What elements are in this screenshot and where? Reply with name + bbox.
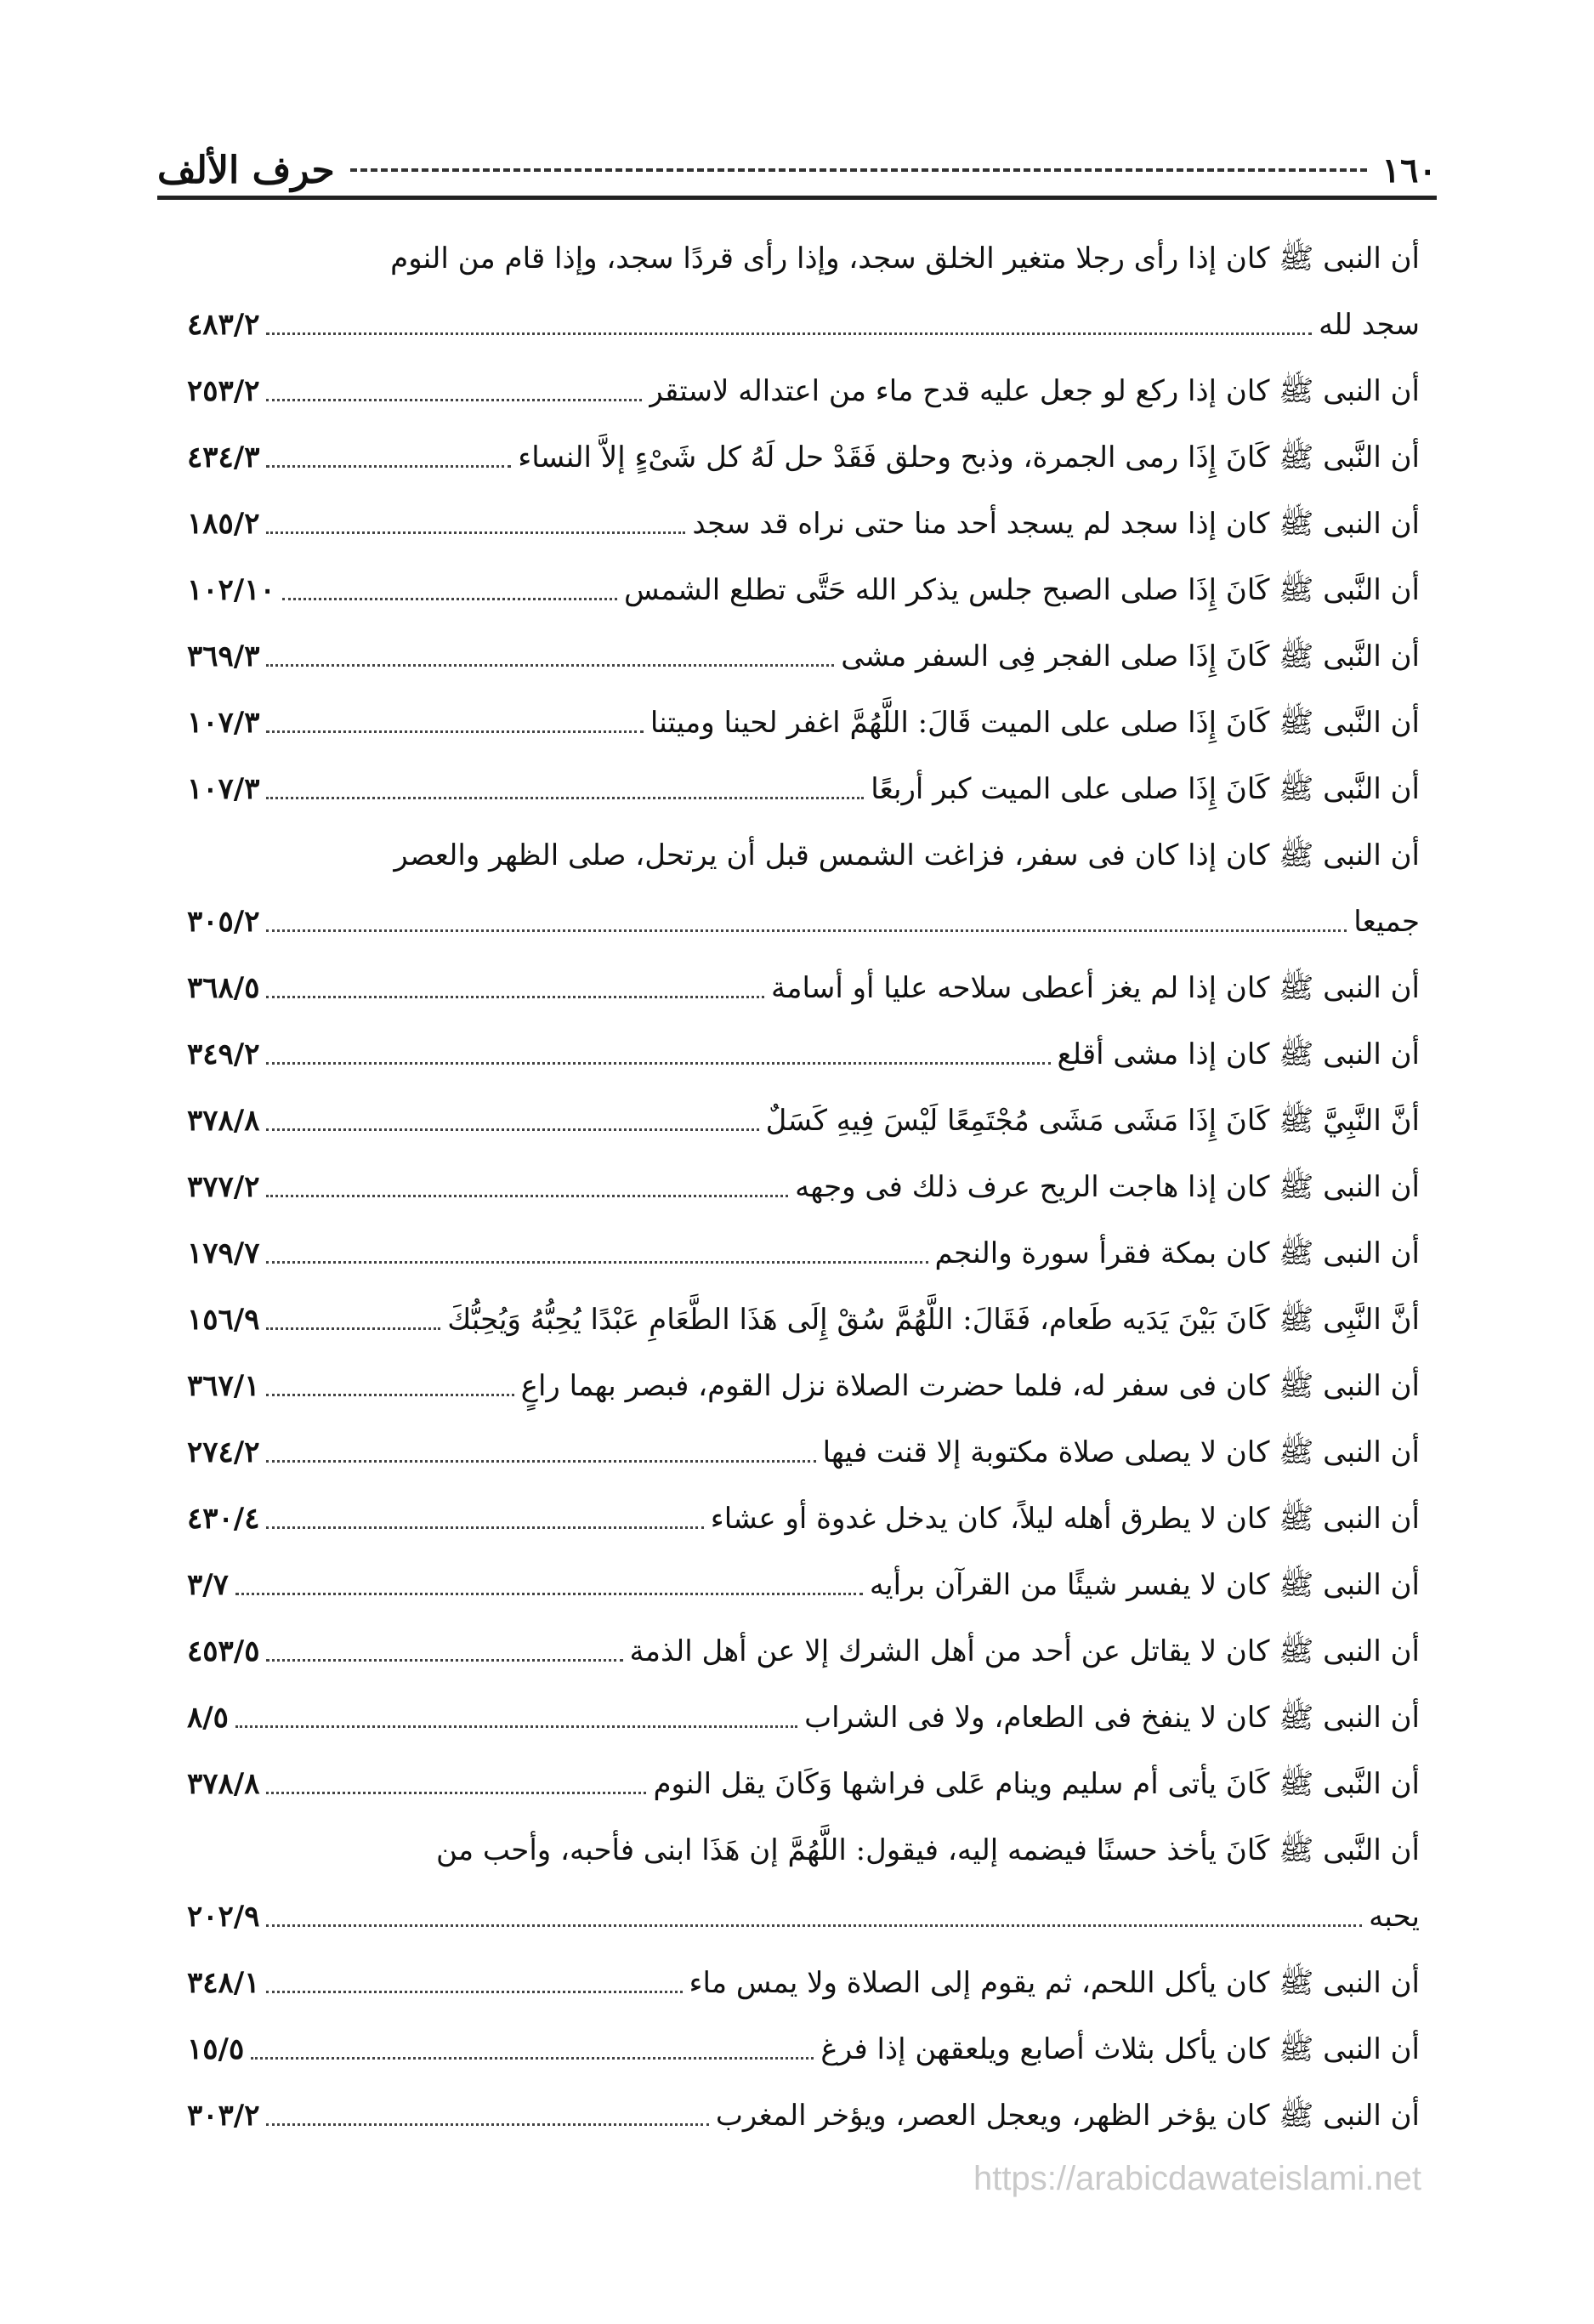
dotted-leader [235,1725,797,1728]
volume-page-reference: ١٠٧/٣ [187,706,260,740]
volume-page-reference: ٢٠٢/٩ [187,1900,260,1934]
entry-last-line [187,1154,1420,1220]
dotted-leader [266,531,685,534]
entry-text: أن النبى ﷺ كان يؤخر الظهر، ويعجل العصر، ويؤخر المغرب [715,2099,1420,2133]
entry-last-line [187,1884,1420,1950]
entry-last-line [187,756,1420,822]
entry-last-line [187,1618,1420,1685]
dotted-leader [266,465,511,468]
volume-page-reference: ١٠٢/١٠ [187,573,275,607]
volume-page-reference: ٣٧٨/٨ [187,1767,260,1801]
volume-page-reference: ٢٥٣/٢ [187,374,260,408]
entry-line [187,225,1420,292]
dotted-leader [266,929,1347,932]
entry-last-line [187,292,1420,358]
volume-page-reference: ٤٣٤/٣ [187,440,260,474]
header-dashed-rule [350,168,1367,172]
entry-text: أن النبى ﷺ كان إذا مشى أقلع [1057,1037,1420,1071]
dotted-leader [266,1327,440,1330]
entry-text: أن النبى ﷺ كان لا يصلى صلاة مكتوبة إلا قنت فيها [822,1435,1420,1469]
volume-page-reference: ١٨٥/٢ [187,507,260,541]
dotted-leader [266,1924,1362,1927]
entry-text: أن النبى ﷺ كان لا ينفخ فى الطعام، ولا فى الشراب [804,1701,1420,1735]
entry-last-line [187,1287,1420,1353]
index-entry [187,690,1420,756]
dotted-leader [266,1991,682,1993]
dotted-leader [266,1195,788,1197]
entry-text: أن النبى ﷺ كان إذا ركع لو جعل عليه قدح ماء من اعتداله لاستقر [649,374,1420,408]
entry-last-line [187,1021,1420,1088]
volume-page-reference: ٤٨٣/٢ [187,308,260,342]
volume-page-reference: ٢٧٤/٢ [187,1435,260,1469]
entry-text: أن النبى ﷺ كان لا يفسر شيئًا من القرآن برأيه [869,1568,1420,1602]
index-entry [187,2016,1420,2083]
index-entry [187,358,1420,424]
volume-page-reference: ٣٠٣/٢ [187,2099,260,2133]
volume-page-reference: ١٧٩/٧ [187,1236,260,1270]
index-entry [187,1287,1420,1353]
entry-last-line [187,557,1420,623]
volume-page-reference: ١٥٦/٩ [187,1303,260,1337]
entry-text: أنَّ النَّبِى ﷺ كَانَ بَيْنَ يَدَيه طَعام، فَقَالَ: اللَّهُمَّ سُقْ إِلَى هَذَا الطَّعَامِ عَبْدًا يُحِبُّهُ وَيُحِبُّكَ [447,1303,1420,1337]
entry-text: أن النَّبى ﷺ كَانَ إِذَا صلى الفجر فِى السفر مشى [841,639,1420,673]
entry-text: أن النَّبى ﷺ كَانَ يأتى أم سليم وينام عَلى فراشها وَكَانَ يقل النوم [653,1767,1420,1801]
entry-text: أن النبى ﷺ كان لا يقاتل عن أحد من أهل الشرك إلا عن أهل الذمة [629,1634,1420,1668]
entry-text: أن النبى ﷺ كان لا يطرق أهله ليلاً، كان يدخل غدوة أو عشاء [710,1502,1420,1536]
entry-text: أن النَّبى ﷺ كَانَ إِذَا رمى الجمرة، وذبح وحلق فَقَدْ حل لَهُ كل شَىْءٍ إلاَّ النساء [518,440,1420,474]
entry-last-line [187,2016,1420,2083]
entry-text: أن النبى ﷺ كان فى سفر له، فلما حضرت الصلاة نزل القوم، فبصر بهما راعٍ [520,1369,1420,1403]
index-entry [187,424,1420,491]
entry-last-line [187,623,1420,690]
volume-page-reference: ٣٦٧/١ [187,1369,260,1403]
index-entry [187,1552,1420,1618]
page-header [157,145,1437,200]
entry-text: أن النبى ﷺ كان بمكة فقرأ سورة والنجم [934,1236,1420,1270]
entry-text: أن النبى ﷺ كان إذا هاجت الريح عرف ذلك فى وجهه [795,1170,1420,1204]
dotted-leader [235,1593,863,1595]
page-number: ١٦٠ [1381,150,1437,190]
volume-page-reference: ١٥/٥ [187,2032,245,2066]
entry-last-line [187,2083,1420,2149]
entry-last-line [187,1419,1420,1486]
index-entry [187,557,1420,623]
index-entry [187,2083,1420,2149]
index-entry [187,1220,1420,1287]
dotted-leader [266,1526,703,1529]
entry-text: أن النبى ﷺ كان يأكل بثلاث أصابع ويلعقهن إذا فرغ [820,2032,1420,2066]
volume-page-reference: ٣٧٧/٢ [187,1170,260,1204]
entry-text: يحبه [1369,1900,1420,1934]
entry-text: أن النبى ﷺ كان إذا رأى رجلا متغير الخلق سجد، وإذا رأى قردًا سجد، وإذا قام من النوم [390,241,1420,276]
index-entry [187,1088,1420,1154]
entry-last-line [187,690,1420,756]
entry-last-line [187,1353,1420,1419]
section-title: حرف الألف [157,148,335,192]
index-entry [187,1817,1420,1950]
volume-page-reference: ٣٤٩/٢ [187,1037,260,1071]
index-entry [187,1154,1420,1220]
volume-page-reference: ٣٦٩/٣ [187,639,260,673]
entry-last-line [187,358,1420,424]
index-entry [187,756,1420,822]
entry-last-line [187,424,1420,491]
entry-line [187,822,1420,889]
dotted-leader [251,2057,814,2060]
index-entry [187,225,1420,358]
entry-text: أن النبى ﷺ كان إذا سجد لم يسجد أحد منا حتى نراه قد سجد [692,507,1420,541]
entry-text: أن النبى ﷺ كان يأكل اللحم، ثم يقوم إلى الصلاة ولا يمس ماء [689,1966,1420,2000]
dotted-leader [266,1062,1050,1065]
dotted-leader [266,1792,646,1794]
index-entry [187,1618,1420,1685]
index-entry [187,1353,1420,1419]
index-entry [187,1021,1420,1088]
volume-page-reference: ٣/٧ [187,1568,229,1602]
entry-last-line [187,889,1420,955]
volume-page-reference: ٣٠٥/٢ [187,905,260,939]
entry-last-line [187,1220,1420,1287]
entry-last-line [187,1088,1420,1154]
dotted-leader [266,1128,758,1131]
entry-text: جميعا [1353,905,1420,939]
dotted-leader [266,1261,927,1264]
volume-page-reference: ٤٣٠/٤ [187,1502,260,1536]
dotted-leader [266,664,834,667]
volume-page-reference: ٤٥٣/٥ [187,1634,260,1668]
dotted-leader [266,1659,622,1662]
index-entry [187,1419,1420,1486]
entry-text: أن النَّبى ﷺ كَانَ إِذَا صلى على الميت قَالَ: اللَّهُمَّ اغفر لحينا وميتنا [650,706,1420,740]
entry-text: أنَّ النَّبِيَّ ﷺ كَانَ إِذَا مَشَى مَشَى مُجْتَمِعًا لَيْسَ فِيهِ كَسَلٌ [765,1104,1420,1138]
volume-page-reference: ١٠٧/٣ [187,772,260,806]
index-entry [187,955,1420,1021]
volume-page-reference: ٣٧٨/٨ [187,1104,260,1138]
dotted-leader [266,2123,708,2126]
volume-page-reference: ٨/٥ [187,1701,229,1735]
index-entry [187,1950,1420,2016]
entry-last-line [187,955,1420,1021]
dotted-leader [266,797,864,799]
index-entry [187,623,1420,690]
dotted-leader [266,996,764,998]
entry-last-line [187,1552,1420,1618]
index-entry [187,1751,1420,1817]
index-entry [187,1486,1420,1552]
entry-last-line [187,491,1420,557]
entry-last-line [187,1685,1420,1751]
dotted-leader [282,598,617,600]
index-entry [187,822,1420,955]
volume-page-reference: ٣٤٨/١ [187,1966,260,2000]
entry-line [187,1817,1420,1884]
dotted-leader [266,1460,815,1463]
entry-text: أن النَّبى ﷺ كَانَ إِذَا صلى الصبح جلس يذكر الله حَتَّى تطلع الشمس [624,573,1420,607]
entry-text: أن النَّبى ﷺ كَانَ إِذَا صلى على الميت كبر أربعًا [871,772,1420,806]
dotted-leader [266,730,643,733]
entry-text: أن النبى ﷺ كان إذا لم يغز أعطى سلاحه عليا أو أسامة [771,971,1420,1005]
entry-last-line [187,1486,1420,1552]
entry-last-line [187,1950,1420,2016]
entry-last-line [187,1751,1420,1817]
entry-text: سجد لله [1319,308,1420,342]
hadith-index-list [187,225,1420,2149]
watermark: https://arabicdawateislami.net [973,2160,1421,2197]
index-entry [187,491,1420,557]
entry-text: أن النبى ﷺ كان إذا كان فى سفر، فزاغت الشمس قبل أن يرتحل، صلى الظهر والعصر [394,838,1420,872]
dotted-leader [266,332,1312,335]
index-entry [187,1685,1420,1751]
dotted-leader [266,1394,513,1396]
entry-text: أن النَّبى ﷺ كَانَ يأخذ حسنًا فيضمه إليه، فيقول: اللَّهُمَّ إن هَذَا ابنى فأحبه، وأحب من [436,1833,1420,1867]
volume-page-reference: ٣٦٨/٥ [187,971,260,1005]
dotted-leader [266,399,642,401]
